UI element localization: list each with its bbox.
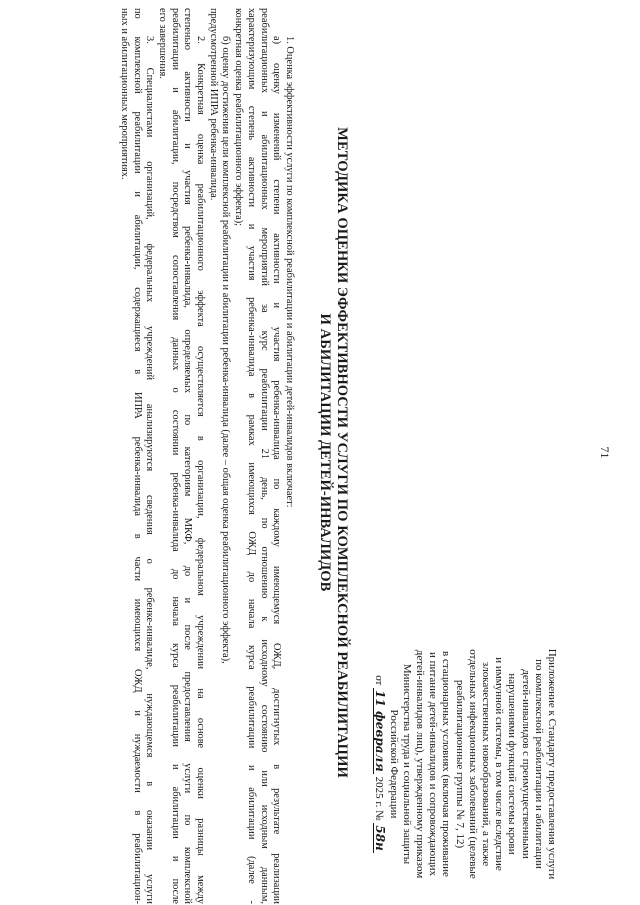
appendix-line: и питание детей-инвалидов и сопровождающих — [427, 652, 440, 876]
date-year: 2025 г. — [373, 776, 386, 808]
appendix-line: Министерства труда и социальной защиты — [400, 663, 413, 865]
body-line: ных и абилитационных мероприятиях. — [118, 8, 130, 180]
body-line: конкретная оценка реабилитационного эффекта); — [233, 8, 245, 227]
page-number: 71 — [598, 446, 612, 459]
appendix-line: Российской Федерации — [387, 709, 400, 819]
handwritten-date: 11 февраля — [373, 690, 388, 772]
document-body — [117, 8, 295, 904]
appendix-header — [372, 638, 558, 890]
body-line: предусмотренной ИПРА ребенка-инвалида. — [207, 8, 219, 201]
appendix-line: Приложение к Стандарту предоставления услуги — [546, 648, 558, 880]
number-prefix: № — [373, 810, 386, 821]
appendix-line: злокачественных новообразований, а также — [479, 661, 492, 867]
appendix-line: в стационарных условиях (включая проживание — [440, 651, 453, 877]
appendix-line: по комплексной реабилитации и абилитации — [532, 659, 545, 869]
handwritten-order-number: 58н — [373, 825, 388, 851]
body-line: реабилитационных и абилитационных мероприятий за курс реабилитации 21 день, по отношению к исходному состоянию или исходным данным, — [258, 8, 270, 904]
body-line: 3. Специалистами организаций, федеральных учреждений анализируются сведения о ребенке-инвалиде, нуждающемся в оказании услуги — [144, 36, 156, 904]
appendix-line: детей-инвалидов с преимущественными — [519, 669, 532, 859]
body-line: реабилитации и абилитации, посредством сопоставления данных о состоянии ребенка-инвалида до начала курса реабилитации и абилитации и после — [169, 8, 181, 904]
title-line: И АБИЛИТАЦИИ ДЕТЕЙ-ИНВАЛИДОВ — [317, 313, 333, 592]
document-title — [316, 0, 350, 905]
appendix-line: реабилитационные группы № 7, 12) — [453, 679, 466, 849]
body-line: его завершения. — [156, 8, 168, 79]
body-line: степенью активности и участия ребенка-инвалида, определяемых по категориям МКФ, до и после предоставления услуги по комплексной — [182, 8, 194, 904]
body-line: а) оценку изменений степени активности и участия ребенка-инвалида по каждому имеющемуся ОЖД, достигнутых в результате реализации — [271, 36, 283, 904]
appendix-line: детей-инвалидов лиц), утвержденному приказом — [413, 649, 426, 879]
date-prefix: от — [373, 675, 386, 686]
order-date-line — [372, 638, 386, 890]
title-line: МЕТОДИКА ОЦЕНКИ ЭФФЕКТИВНОСТИ УСЛУГИ ПО КОМПЛЕКСНОЙ РЕАБИЛИТАЦИИ — [334, 127, 350, 778]
body-line: характеризующим степень активности и участия ребенка-инвалида в рамках имеющихся ОЖД до начала курса реабилитации и абилитации (далее - — [245, 8, 257, 904]
appendix-line: и иммунной системы, в том числе вследствие — [493, 657, 506, 871]
body-line: по комплексной реабилитации и абилитации, содержащиеся в ИПРА ребенка-инвалида в части имеющихся ОЖД и нуждаемости в реабилитацион- — [131, 8, 143, 904]
body-line: 2. Конкретная оценка реабилитационного эффекта осуществляется в организации, федеральном учреждении на основе оценки разницы между — [195, 36, 207, 904]
appendix-line: нарушениями функций системы крови — [506, 673, 519, 855]
body-line: 1. Оценка эффективности услуги по комплексной реабилитации и абилитации детей-инвалидов включает: — [284, 36, 295, 508]
body-line: б) оценку достижения цели комплексной реабилитации и абилитации ребенка-инвалида (далее – общая оценка реабилитационного эффекта), — [220, 36, 232, 664]
appendix-line: отдельных инфекционных заболеваний (целевые — [466, 649, 479, 879]
